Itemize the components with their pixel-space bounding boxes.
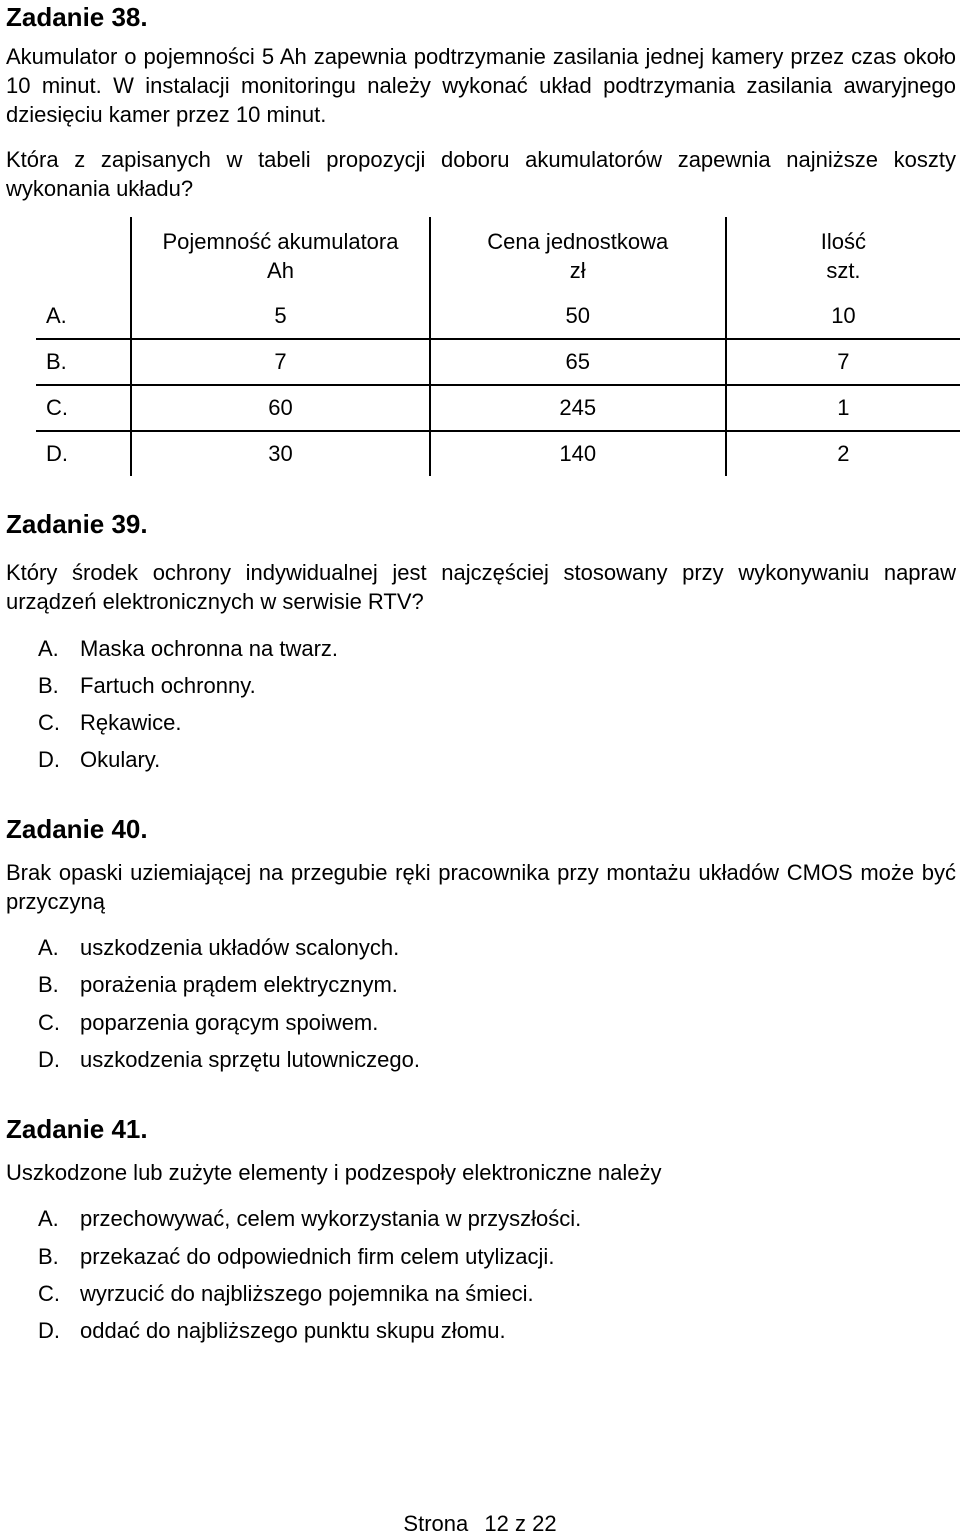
cell-quantity: 7 bbox=[726, 339, 960, 385]
q38-paragraph: Akumulator o pojemności 5 Ah zapewnia podtrzymanie zasilania jednej kamery przez czas około 10 minut. W instalacji monitoringu należy wykonać układ podtrzymania zasilania awaryjnego dziesięciu kamer przez 10 minut. bbox=[6, 44, 956, 127]
table-header-quantity: Ilość szt. bbox=[726, 217, 960, 294]
table-header-price: Cena jednostkowa zł bbox=[430, 217, 726, 294]
option-letter: C. bbox=[38, 1010, 60, 1035]
table-header-empty bbox=[36, 217, 131, 294]
table-row bbox=[36, 294, 960, 339]
table-row bbox=[36, 385, 960, 431]
q41-question: Uszkodzone lub zużyte elementy i podzespoły elektroniczne należy bbox=[6, 1160, 662, 1185]
cell-price: 65 bbox=[430, 339, 726, 385]
row-label: A. bbox=[46, 303, 67, 328]
option-text: Maska ochronna na twarz. bbox=[80, 636, 339, 661]
option-letter: D. bbox=[38, 1318, 60, 1343]
footer-total: 22 bbox=[532, 1511, 557, 1536]
cell-price: 140 bbox=[430, 431, 726, 476]
option-text: Okulary. bbox=[80, 747, 161, 772]
table-header-row bbox=[36, 217, 960, 294]
q39-question: Który środek ochrony indywidualnej jest najczęściej stosowany przy wykonywaniu napraw urządzeń elektronicznych w serwisie RTV? bbox=[6, 560, 956, 614]
q38-question: Która z zapisanych w tabeli propozycji doboru akumulatorów zapewnia najniższe koszty wykonania układu? bbox=[6, 147, 956, 201]
option-text: porażenia prądem elektrycznym. bbox=[80, 972, 398, 997]
q39-title: Zadanie 39. bbox=[6, 509, 148, 539]
row-label: D. bbox=[36, 431, 131, 476]
cell-price: 50 bbox=[430, 294, 726, 339]
option-text: Rękawice. bbox=[80, 710, 182, 735]
page-footer bbox=[0, 1511, 960, 1537]
option-letter: B. bbox=[38, 673, 59, 698]
option-letter: D. bbox=[38, 1047, 60, 1072]
option-letter: A. bbox=[38, 935, 59, 960]
cell-price: 245 bbox=[430, 385, 726, 431]
option-letter: C. bbox=[38, 1281, 60, 1306]
option-text: Fartuch ochronny. bbox=[80, 673, 256, 698]
row-label: C. bbox=[36, 385, 131, 431]
option-text: przekazać do odpowiednich firm celem utylizacji. bbox=[80, 1244, 555, 1269]
table-row bbox=[36, 431, 960, 476]
cell-capacity: 30 bbox=[131, 431, 429, 476]
cell-capacity: 5 bbox=[131, 294, 429, 339]
option-letter: B. bbox=[38, 1244, 59, 1269]
table-row bbox=[36, 339, 960, 385]
option-text: wyrzucić do najbliższego pojemnika na śmieci. bbox=[80, 1281, 534, 1306]
option-text: uszkodzenia sprzętu lutowniczego. bbox=[80, 1047, 420, 1072]
footer-label: Strona bbox=[403, 1511, 469, 1536]
footer-sep: z bbox=[514, 1511, 526, 1536]
option-text: poparzenia gorącym spoiwem. bbox=[80, 1010, 379, 1035]
option-text: oddać do najbliższego punktu skupu złomu. bbox=[80, 1318, 506, 1343]
q38-title: Zadanie 38. bbox=[6, 2, 148, 32]
option-text: przechowywać, celem wykorzystania w przyszłości. bbox=[80, 1206, 582, 1231]
cell-quantity: 10 bbox=[726, 294, 960, 339]
cell-capacity: 60 bbox=[131, 385, 429, 431]
cell-capacity: 7 bbox=[131, 339, 429, 385]
option-letter: D. bbox=[38, 747, 60, 772]
q41-title: Zadanie 41. bbox=[6, 1114, 148, 1144]
table-header-capacity: Pojemność akumulatora Ah bbox=[131, 217, 429, 294]
row-label: B. bbox=[36, 339, 131, 385]
cell-quantity: 1 bbox=[726, 385, 960, 431]
footer-page: 12 bbox=[484, 1511, 509, 1536]
option-letter: A. bbox=[38, 1206, 59, 1231]
option-letter: A. bbox=[38, 636, 59, 661]
option-letter: B. bbox=[38, 972, 59, 997]
q40-title: Zadanie 40. bbox=[6, 814, 148, 844]
option-letter: C. bbox=[38, 710, 60, 735]
q40-question: Brak opaski uziemiającej na przegubie ręki pracownika przy montażu układów CMOS może być przyczyną bbox=[6, 860, 956, 914]
q38-table bbox=[36, 217, 960, 476]
cell-quantity: 2 bbox=[726, 431, 960, 476]
option-text: uszkodzenia układów scalonych. bbox=[80, 935, 400, 960]
